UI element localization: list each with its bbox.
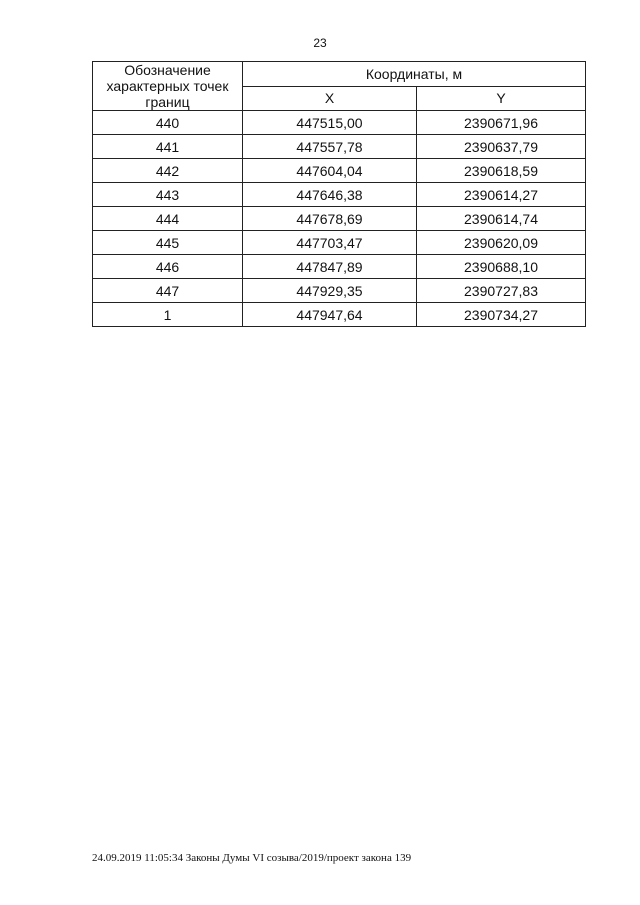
point-cell: 445 — [93, 231, 243, 255]
x-cell: 447847,89 — [243, 255, 417, 279]
header-x: X — [243, 86, 417, 111]
header-coordinates: Координаты, м — [243, 62, 586, 87]
table-row — [93, 279, 586, 303]
y-cell: 2390614,27 — [417, 183, 586, 207]
y-cell: 2390614,74 — [417, 207, 586, 231]
point-cell: 444 — [93, 207, 243, 231]
y-cell: 2390688,10 — [417, 255, 586, 279]
table-row — [93, 111, 586, 135]
x-cell: 447929,35 — [243, 279, 417, 303]
table-row — [93, 255, 586, 279]
table-row — [93, 159, 586, 183]
point-cell: 447 — [93, 279, 243, 303]
table-row — [93, 231, 586, 255]
table-row — [93, 207, 586, 231]
y-cell: 2390618,59 — [417, 159, 586, 183]
y-cell: 2390620,09 — [417, 231, 586, 255]
point-cell: 440 — [93, 111, 243, 135]
y-cell: 2390637,79 — [417, 135, 586, 159]
point-cell: 1 — [93, 303, 243, 327]
table-row — [93, 135, 586, 159]
y-cell: 2390671,96 — [417, 111, 586, 135]
point-cell: 442 — [93, 159, 243, 183]
table-row — [93, 183, 586, 207]
x-cell: 447703,47 — [243, 231, 417, 255]
document-footer: 24.09.2019 11:05:34 Законы Думы VI созыва/2019/проект закона 139 — [92, 852, 412, 864]
x-cell: 447557,78 — [243, 135, 417, 159]
point-cell: 441 — [93, 135, 243, 159]
header-y: Y — [417, 86, 586, 111]
table-row — [93, 303, 586, 327]
x-cell: 447515,00 — [243, 111, 417, 135]
point-cell: 446 — [93, 255, 243, 279]
x-cell: 447646,38 — [243, 183, 417, 207]
x-cell: 447604,04 — [243, 159, 417, 183]
x-cell: 447947,64 — [243, 303, 417, 327]
page-number: 23 — [313, 36, 327, 50]
coordinates-table — [92, 61, 586, 327]
y-cell: 2390727,83 — [417, 279, 586, 303]
x-cell: 447678,69 — [243, 207, 417, 231]
header-point-designation: Обозначение характерных точек границ — [93, 62, 243, 111]
point-cell: 443 — [93, 183, 243, 207]
y-cell: 2390734,27 — [417, 303, 586, 327]
